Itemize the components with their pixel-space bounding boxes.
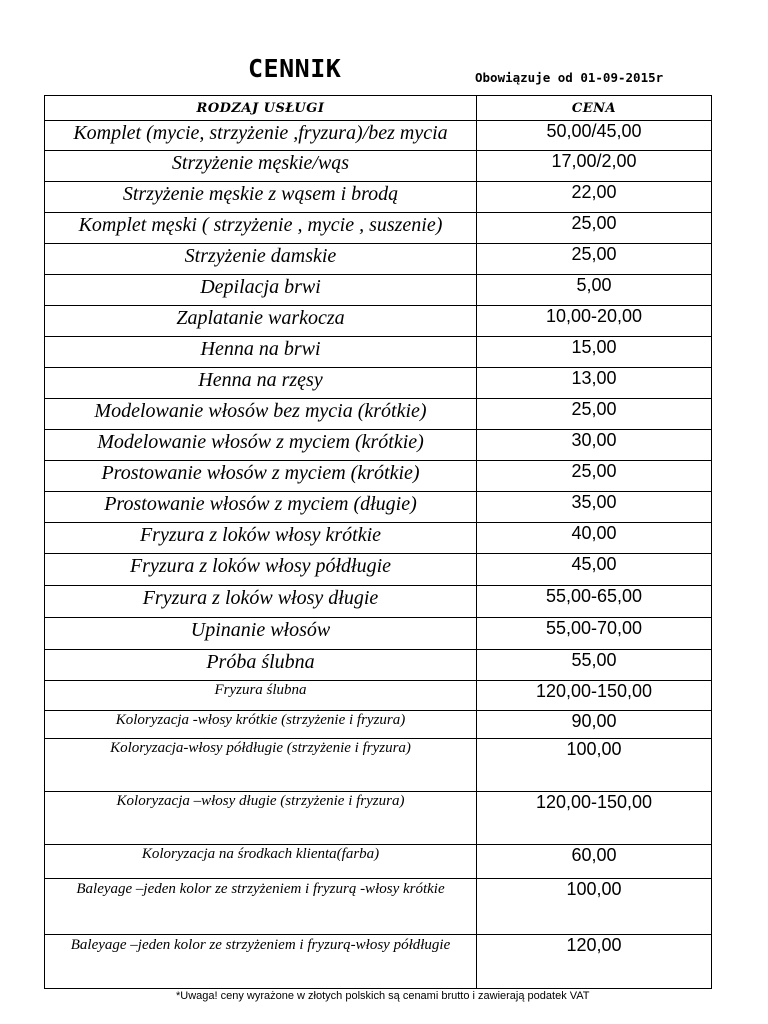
service-price: 40,00: [477, 523, 712, 554]
service-name: Depilacja brwi: [45, 275, 477, 306]
service-price: 90,00: [477, 711, 712, 739]
service-name: Koloryzacja –włosy długie (strzyżenie i fryzura): [45, 792, 477, 845]
table-row: [45, 586, 712, 618]
service-price: 120,00-150,00: [477, 681, 712, 711]
service-price: 55,00: [477, 650, 712, 681]
table-row: [45, 399, 712, 430]
service-price: 25,00: [477, 399, 712, 430]
table-row: [45, 650, 712, 681]
service-name: Henna na rzęsy: [45, 368, 477, 399]
table-row: [45, 711, 712, 739]
table-row: [45, 492, 712, 523]
service-name: Strzyżenie męskie z wąsem i brodą: [45, 182, 477, 213]
price-table: [44, 95, 712, 989]
service-name: Prostowanie włosów z myciem (długie): [45, 492, 477, 523]
table-row: [45, 461, 712, 492]
table-row: [45, 151, 712, 182]
service-price: 55,00-70,00: [477, 618, 712, 650]
table-row: [45, 845, 712, 879]
table-row: [45, 213, 712, 244]
table-row: [45, 554, 712, 586]
service-price: 13,00: [477, 368, 712, 399]
service-name: Baleyage –jeden kolor ze strzyżeniem i fryzurą-włosy półdługie: [45, 935, 477, 989]
table-row: [45, 430, 712, 461]
table-row: [45, 523, 712, 554]
service-name: Komplet męski ( strzyżenie , mycie , suszenie): [45, 213, 477, 244]
service-name: Modelowanie włosów z myciem (krótkie): [45, 430, 477, 461]
table-row: [45, 337, 712, 368]
table-row: [45, 935, 712, 989]
service-price: 5,00: [477, 275, 712, 306]
table-row: [45, 879, 712, 935]
service-price: 120,00: [477, 935, 712, 989]
service-price: 17,00/2,00: [477, 151, 712, 182]
service-price: 100,00: [477, 879, 712, 935]
service-name: Upinanie włosów: [45, 618, 477, 650]
service-price: 25,00: [477, 244, 712, 275]
table-header-row: [45, 96, 712, 121]
service-price: 15,00: [477, 337, 712, 368]
service-name: Fryzura ślubna: [45, 681, 477, 711]
table-row: [45, 681, 712, 711]
column-header-service: RODZAJ USŁUGI: [45, 96, 477, 121]
table-row: [45, 618, 712, 650]
table-row: [45, 244, 712, 275]
column-header-price: CENA: [477, 96, 712, 121]
service-price: 60,00: [477, 845, 712, 879]
service-name: Koloryzacja na środkach klienta(farba): [45, 845, 477, 879]
page-title: CENNIK: [248, 54, 342, 83]
service-price: 25,00: [477, 213, 712, 244]
service-price: 100,00: [477, 739, 712, 792]
table-row: [45, 368, 712, 399]
service-price: 10,00-20,00: [477, 306, 712, 337]
service-price: 120,00-150,00: [477, 792, 712, 845]
service-name: Koloryzacja-włosy półdługie (strzyżenie i fryzura): [45, 739, 477, 792]
service-name: Zaplatanie warkocza: [45, 306, 477, 337]
service-name: Strzyżenie męskie/wąs: [45, 151, 477, 182]
service-name: Próba ślubna: [45, 650, 477, 681]
service-name: Fryzura z loków włosy długie: [45, 586, 477, 618]
service-name: Fryzura z loków włosy krótkie: [45, 523, 477, 554]
service-name: Komplet (mycie, strzyżenie ,fryzura)/bez mycia: [45, 121, 477, 151]
service-price: 50,00/45,00: [477, 121, 712, 151]
service-name: Henna na brwi: [45, 337, 477, 368]
table-row: [45, 306, 712, 337]
service-price: 35,00: [477, 492, 712, 523]
table-row: [45, 792, 712, 845]
service-price: 55,00-65,00: [477, 586, 712, 618]
service-price: 30,00: [477, 430, 712, 461]
service-name: Baleyage –jeden kolor ze strzyżeniem i fryzurą -włosy krótkie: [45, 879, 477, 935]
table-row: [45, 275, 712, 306]
service-name: Strzyżenie damskie: [45, 244, 477, 275]
service-price: 25,00: [477, 461, 712, 492]
table-row: [45, 739, 712, 792]
table-row: [45, 182, 712, 213]
service-name: Modelowanie włosów bez mycia (krótkie): [45, 399, 477, 430]
valid-from-date: Obowiązuje od 01-09-2015r: [475, 70, 664, 85]
table-row: [45, 121, 712, 151]
service-price: 45,00: [477, 554, 712, 586]
service-name: Fryzura z loków włosy półdługie: [45, 554, 477, 586]
service-name: Koloryzacja -włosy krótkie (strzyżenie i fryzura): [45, 711, 477, 739]
vat-note: *Uwaga! ceny wyrażone w złotych polskich są cenami brutto i zawierają podatek VAT: [176, 990, 590, 1002]
service-price: 22,00: [477, 182, 712, 213]
service-name: Prostowanie włosów z myciem (krótkie): [45, 461, 477, 492]
